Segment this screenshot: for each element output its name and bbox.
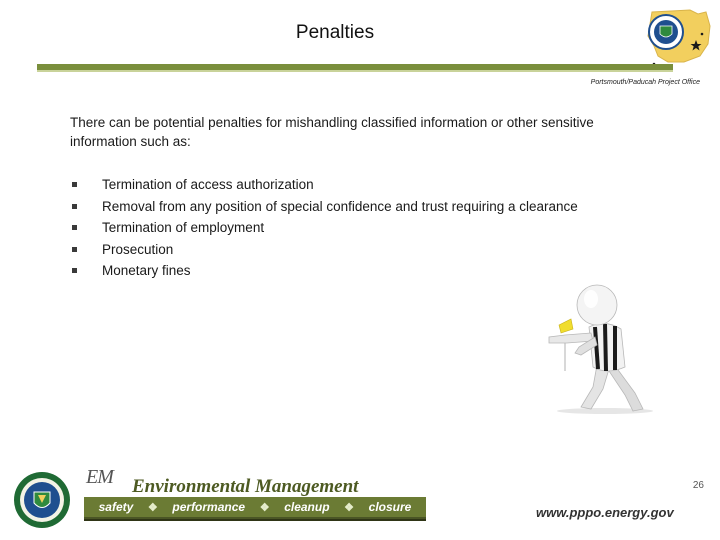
- list-item-text: Prosecution: [102, 241, 174, 257]
- office-label: Portsmouth/Paducah Project Office: [590, 79, 700, 86]
- tagline-bar: [84, 497, 426, 519]
- intro-text: There can be potential penalties for mishandling classified information or other sensitive information such as:: [70, 115, 594, 149]
- list-item-text: Removal from any position of special confidence and trust requiring a clearance: [102, 198, 578, 214]
- em-title: Environmental Management: [132, 476, 359, 497]
- website-link[interactable]: www.pppo.energy.gov: [536, 505, 674, 520]
- em-mark: EM: [86, 466, 113, 488]
- bullet-icon: [72, 225, 77, 230]
- list-item: [70, 239, 630, 261]
- list-item: [70, 196, 630, 218]
- referee-figure-icon: [535, 275, 660, 415]
- doe-seal-icon: [12, 470, 72, 530]
- bullet-icon: [72, 268, 77, 273]
- list-item-text: Monetary fines: [102, 263, 191, 279]
- bullet-icon: [72, 204, 77, 209]
- page-number: 26: [692, 480, 704, 491]
- list-item-text: Termination of access authorization: [102, 177, 314, 192]
- list-item: [70, 174, 630, 196]
- penalty-list: [70, 174, 630, 282]
- separator-icon: ❖: [259, 501, 270, 514]
- tagline-item: cleanup: [284, 500, 330, 514]
- list-item-text: Termination of employment: [102, 220, 265, 236]
- doe-seal-ohio-kentucky-map-icon: [640, 6, 712, 68]
- tagline-item: closure: [368, 500, 412, 514]
- separator-icon: ❖: [344, 501, 355, 514]
- list-item: [70, 217, 630, 239]
- bullet-icon: [72, 182, 77, 187]
- tagline-item: safety: [98, 500, 134, 514]
- header-rule-highlight: [37, 70, 673, 72]
- tagline-item: performance: [172, 500, 246, 514]
- page-title: Penalties: [295, 22, 375, 43]
- bullet-icon: [72, 247, 77, 252]
- separator-icon: ❖: [147, 501, 158, 514]
